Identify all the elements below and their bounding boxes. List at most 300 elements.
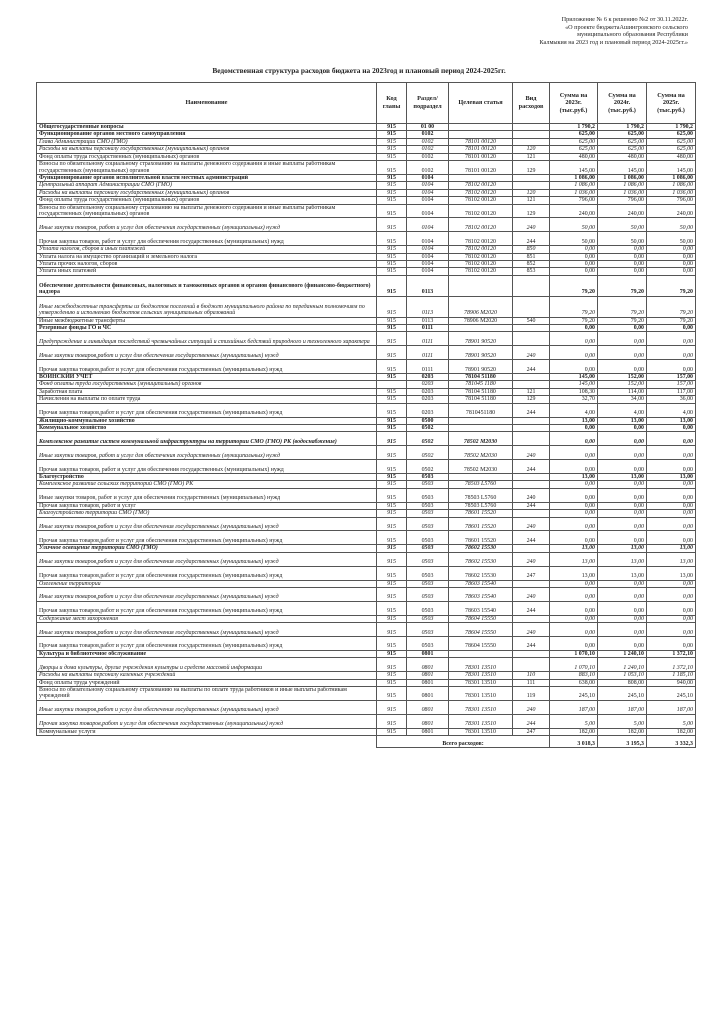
cell-2025: 0,00 [647, 587, 696, 601]
table-row [37, 728, 696, 735]
cell-name: Иные межбюджетные трансферты из бюджетов поселений в бюджет муниципального района по переданным полномочиям по утверждению и исполнению бюджетов сельских муниципальных образований [37, 296, 377, 317]
cell-code: 915 [377, 161, 407, 175]
cell-name: Расходы на выплаты персоналу государственных (муниципальных) органов [37, 189, 377, 196]
cell-name: Фонд оплаты труда государственных (муниципальных) органов [37, 381, 377, 388]
cell-2025: 0,00 [647, 531, 696, 545]
cell-section: 0801 [407, 679, 449, 686]
cell-section: 0111 [407, 324, 449, 331]
cell-section: 0503 [407, 474, 449, 481]
cell-2023: 0,00 [550, 346, 598, 360]
cell-2025: 157,00 [647, 381, 696, 388]
table-row [37, 566, 696, 580]
cell-2025: 13,00 [647, 566, 696, 580]
cell-2024: 0,00 [598, 424, 647, 431]
cell-code: 915 [377, 332, 407, 346]
table-row [37, 360, 696, 374]
cell-article: 78102 00120 [449, 204, 513, 218]
cell-section: 0503 [407, 623, 449, 637]
cell-type: 244 [513, 403, 550, 417]
cell-code [377, 381, 407, 388]
cell-article: 781045 1180 [449, 381, 513, 388]
cell-code: 915 [377, 153, 407, 160]
cell-article: 78102 00120 [449, 232, 513, 246]
cell-section: 0801 [407, 672, 449, 679]
cell-name: Взносы по обязательному социальному страхованию на выплаты денежного содержания и иные выплаты работникам государственных (муниципальных) органов [37, 161, 377, 175]
cell-2025: 50,00 [647, 218, 696, 232]
cell-article: 78602 15530 [449, 552, 513, 566]
cell-article: 78901 90520 [449, 346, 513, 360]
table-row [37, 488, 696, 502]
cell-2023: 79,20 [550, 296, 598, 317]
cell-2023: 0,00 [550, 253, 598, 260]
table-row [37, 388, 696, 395]
table-row [37, 332, 696, 346]
cell-2023: 638,00 [550, 679, 598, 686]
cell-code: 915 [377, 360, 407, 374]
cell-type: 244 [513, 714, 550, 728]
cell-type: 240 [513, 346, 550, 360]
cell-code: 915 [377, 488, 407, 502]
cell-2023: 13,00 [550, 417, 598, 424]
cell-section: 0113 [407, 296, 449, 317]
cell-section: 0503 [407, 488, 449, 502]
cell-2024: 1 240,10 [598, 658, 647, 672]
cell-2024: 13,00 [598, 552, 647, 566]
cell-2024: 182,00 [598, 728, 647, 735]
cell-section: 0203 [407, 388, 449, 395]
cell-article: 78104 51180 [449, 374, 513, 381]
cell-2023: 1 790,2 [550, 124, 598, 131]
table-row [37, 146, 696, 153]
cell-2025: 245,10 [647, 686, 696, 700]
table-row [37, 714, 696, 728]
cell-code: 915 [377, 146, 407, 153]
cell-2025: 796,00 [647, 197, 696, 204]
cell-2024: 1 790,2 [598, 124, 647, 131]
table-row [37, 131, 696, 138]
col-header-article: Целевая статья [449, 83, 513, 124]
header-line: муниципального образования Республики [577, 31, 688, 39]
cell-2024: 187,00 [598, 700, 647, 714]
cell-section: 0104 [407, 261, 449, 268]
cell-2024: 0,00 [598, 360, 647, 374]
cell-type: 119 [513, 686, 550, 700]
cell-name: Иные закупки товаров, работ и услуг для обеспечения государственных (муниципальных) нужд [37, 488, 377, 502]
cell-2023: 0,00 [550, 481, 598, 488]
cell-2025: 79,20 [647, 317, 696, 324]
cell-article: 78503 L5760 [449, 488, 513, 502]
cell-type: 240 [513, 488, 550, 502]
cell-article: 7810451180 [449, 403, 513, 417]
cell-code: 915 [377, 510, 407, 517]
cell-article: 78601 15520 [449, 517, 513, 531]
cell-2024: 13,00 [598, 474, 647, 481]
cell-article: 78101 00120 [449, 138, 513, 145]
cell-2024: 0,00 [598, 332, 647, 346]
cell-code: 915 [377, 424, 407, 431]
cell-2024: 79,20 [598, 296, 647, 317]
cell-2024: 5,00 [598, 714, 647, 728]
cell-2025: 0,00 [647, 253, 696, 260]
cell-name: Прочая закупка товаров,работ и услуг для обеспечения государственных (муниципальных) нужд [37, 531, 377, 545]
cell-article: 78301 13510 [449, 700, 513, 714]
cell-code: 915 [377, 566, 407, 580]
cell-section: 0502 [407, 460, 449, 474]
cell-name: Культура и библиотечное обслуживание [37, 650, 377, 657]
cell-code: 915 [377, 296, 407, 317]
cell-article: 78102 00120 [449, 246, 513, 253]
cell-2025: 50,00 [647, 232, 696, 246]
cell-name: Уплата прочих налогов, сборов [37, 261, 377, 268]
table-row [37, 317, 696, 324]
cell-section: 0503 [407, 636, 449, 650]
cell-article: 78301 13510 [449, 728, 513, 735]
cell-code: 915 [377, 650, 407, 657]
cell-section: 0503 [407, 601, 449, 615]
cell-name: Взносы по обязательному социальному страхованию на выплаты денежного содержания и иные выплаты работникам государственных (муниципальных) органов [37, 204, 377, 218]
table-row [37, 232, 696, 246]
cell-name: Функционирование органов местного самоуправления [37, 131, 377, 138]
cell-2024: 0,00 [598, 246, 647, 253]
cell-article: 78104 51180 [449, 388, 513, 395]
cell-2024: 0,00 [598, 432, 647, 446]
cell-2023: 50,00 [550, 232, 598, 246]
cell-type [513, 381, 550, 388]
cell-name: ВОИНСКИЙ УЧЕТ [37, 374, 377, 381]
cell-type: 240 [513, 552, 550, 566]
cell-article: 78603 15540 [449, 580, 513, 587]
cell-article [449, 474, 513, 481]
cell-type: 120 [513, 189, 550, 196]
table-row [37, 246, 696, 253]
cell-2025: 145,00 [647, 161, 696, 175]
cell-name: Содержание мест захоронения [37, 615, 377, 622]
cell-2023: 240,00 [550, 204, 598, 218]
cell-section: 0801 [407, 686, 449, 700]
cell-name: Комплексное развитие систем коммунальной инфраструктуры на территории СМО (ГМО) РК (водоснабжение) [37, 432, 377, 446]
cell-section: 0102 [407, 153, 449, 160]
cell-2024: 0,00 [598, 481, 647, 488]
cell-section: 0503 [407, 615, 449, 622]
cell-code: 915 [377, 686, 407, 700]
total-label: Всего расходов: [377, 736, 550, 748]
cell-section: 0104 [407, 246, 449, 253]
cell-2024: 114,00 [598, 388, 647, 395]
cell-name: Прочая закупка товаров, работ и услуг для обеспечения государственных (муниципальных) нужд [37, 460, 377, 474]
cell-2025: 0,00 [647, 615, 696, 622]
cell-2024: 0,00 [598, 268, 647, 275]
cell-2023: 0,00 [550, 580, 598, 587]
cell-type [513, 296, 550, 317]
cell-code: 915 [377, 658, 407, 672]
cell-2024: 0,00 [598, 587, 647, 601]
cell-code: 915 [377, 124, 407, 131]
cell-code: 915 [377, 275, 407, 296]
table-row [37, 197, 696, 204]
cell-2023: 13,00 [550, 552, 598, 566]
cell-2024: 50,00 [598, 218, 647, 232]
cell-2023: 480,00 [550, 153, 598, 160]
table-row [37, 636, 696, 650]
cell-article: 78602 15530 [449, 566, 513, 580]
cell-2024: 0,00 [598, 636, 647, 650]
cell-article [449, 650, 513, 657]
cell-section: 0801 [407, 658, 449, 672]
cell-name: Иные закупки товаров,работ и услуг для обеспечения государственных (муниципальных) нужд [37, 346, 377, 360]
cell-2025: 79,20 [647, 296, 696, 317]
cell-name: Фонд оплаты труда государственных (муниципальных) органов [37, 197, 377, 204]
cell-type [513, 650, 550, 657]
table-row [37, 615, 696, 622]
cell-section: 0104 [407, 204, 449, 218]
table-row [37, 396, 696, 403]
cell-2025: 1 372,10 [647, 658, 696, 672]
cell-2025: 625,00 [647, 146, 696, 153]
cell-article: 78301 13510 [449, 672, 513, 679]
total-2024: 3 195,3 [598, 736, 647, 748]
cell-section: 0503 [407, 502, 449, 509]
cell-section: 0503 [407, 545, 449, 552]
cell-code: 915 [377, 374, 407, 381]
cell-section: 0102 [407, 146, 449, 153]
cell-name: Прочая закупка товаров, работ и услуг для обеспечения государственных (муниципальных) нужд [37, 232, 377, 246]
table-row [37, 580, 696, 587]
cell-name: Озеленение территории [37, 580, 377, 587]
cell-2025: 0,00 [647, 246, 696, 253]
cell-2024: 0,00 [598, 460, 647, 474]
table-row [37, 510, 696, 517]
cell-article: 78901 90520 [449, 360, 513, 374]
cell-article [449, 131, 513, 138]
cell-code: 915 [377, 403, 407, 417]
cell-2025: 79,20 [647, 275, 696, 296]
cell-2023: 1 070,10 [550, 658, 598, 672]
cell-2024: 50,00 [598, 232, 647, 246]
cell-article: 78901 90520 [449, 332, 513, 346]
cell-type [513, 424, 550, 431]
table-row [37, 275, 696, 296]
cell-2023: 0,00 [550, 268, 598, 275]
cell-type [513, 174, 550, 181]
cell-section: 0104 [407, 268, 449, 275]
cell-code: 915 [377, 636, 407, 650]
cell-article [449, 324, 513, 331]
cell-2023: 0,00 [550, 446, 598, 460]
cell-type: 244 [513, 531, 550, 545]
cell-type [513, 417, 550, 424]
cell-2023: 0,00 [550, 460, 598, 474]
cell-2023: 0,00 [550, 615, 598, 622]
cell-2023: 1 086,00 [550, 182, 598, 189]
table-row [37, 346, 696, 360]
cell-2024: 0,00 [598, 580, 647, 587]
cell-code: 915 [377, 623, 407, 637]
cell-2025: 13,00 [647, 474, 696, 481]
cell-type: 851 [513, 253, 550, 260]
cell-type [513, 124, 550, 131]
cell-article: 78503 L5760 [449, 502, 513, 509]
cell-type: 244 [513, 601, 550, 615]
cell-code: 915 [377, 317, 407, 324]
cell-name: Коммунальные услуги [37, 728, 377, 735]
table-row [37, 517, 696, 531]
cell-name: Начисления на выплаты по оплате труда [37, 396, 377, 403]
header-line: Калмыкия на 2023 год и плановый период 2024-2025гг.» [539, 38, 688, 46]
table-row [37, 623, 696, 637]
cell-2024: 0,00 [598, 346, 647, 360]
cell-type: 121 [513, 388, 550, 395]
cell-type: 853 [513, 268, 550, 275]
table-row [37, 324, 696, 331]
cell-name: Иные закупки товаров, работ и услуг для обеспечения государственных (муниципальных) нужд [37, 446, 377, 460]
table-row [37, 531, 696, 545]
cell-type [513, 432, 550, 446]
cell-section: 0104 [407, 197, 449, 204]
cell-name: Иные закупки товаров,работ и услуг для обеспечения государственных (муниципальных) нужд [37, 700, 377, 714]
cell-code: 915 [377, 261, 407, 268]
col-header-name: Наименование [37, 83, 377, 124]
cell-2023: 0,00 [550, 360, 598, 374]
cell-name: Жилищно-коммунальное хозяйство [37, 417, 377, 424]
cell-section: 0502 [407, 446, 449, 460]
cell-2025: 0,00 [647, 324, 696, 331]
cell-2024: 152,00 [598, 374, 647, 381]
document-header [488, 16, 688, 46]
table-row [37, 601, 696, 615]
cell-section: 0503 [407, 517, 449, 531]
cell-name: Прочая закупка товаров,работ и услуг для обеспечения государственных (муниципальных) нужд [37, 360, 377, 374]
cell-2023: 1 070,10 [550, 650, 598, 657]
cell-2023: 0,00 [550, 488, 598, 502]
cell-name: Глава Администрации СМО (ГМО) [37, 138, 377, 145]
cell-section: 0503 [407, 587, 449, 601]
cell-code: 915 [377, 197, 407, 204]
cell-section: 0503 [407, 510, 449, 517]
cell-type: 129 [513, 204, 550, 218]
cell-code: 915 [377, 324, 407, 331]
cell-article: 78104 51180 [449, 396, 513, 403]
cell-type [513, 131, 550, 138]
cell-2025: 240,00 [647, 204, 696, 218]
cell-2024: 0,00 [598, 261, 647, 268]
table-row [37, 474, 696, 481]
cell-type: 540 [513, 317, 550, 324]
cell-name: Иные закупки товаров,работ и услуг для обеспечения государственных (муниципальных) нужд [37, 517, 377, 531]
cell-name: Уплата налога на имущество организаций и земельного налога [37, 253, 377, 260]
table-row [37, 296, 696, 317]
cell-type: 111 [513, 679, 550, 686]
cell-article: 78301 13510 [449, 679, 513, 686]
cell-article: 78301 13510 [449, 658, 513, 672]
cell-2024: 1 053,10 [598, 672, 647, 679]
cell-type: 240 [513, 446, 550, 460]
cell-2023: 187,00 [550, 700, 598, 714]
cell-type: 121 [513, 153, 550, 160]
cell-code: 915 [377, 232, 407, 246]
cell-2023: 108,30 [550, 388, 598, 395]
cell-article: 78502 М2030 [449, 432, 513, 446]
cell-2025: 0,00 [647, 601, 696, 615]
cell-type: 121 [513, 197, 550, 204]
cell-2024: 240,00 [598, 204, 647, 218]
cell-section: 0102 [407, 138, 449, 145]
cell-type: 247 [513, 566, 550, 580]
table-row [37, 672, 696, 679]
cell-2024: 796,00 [598, 197, 647, 204]
cell-2023: 0,00 [550, 587, 598, 601]
document-title: Ведомственная структура расходов бюджета на 2023год и плановый период 2024-2025гг. [212, 66, 506, 75]
cell-article: 78102 00120 [449, 189, 513, 196]
cell-type [513, 182, 550, 189]
cell-name: Прочая закупка товаров,работ и услуг для обеспечения государственных (муниципальных) нужд [37, 403, 377, 417]
cell-name: Заработная плата [37, 388, 377, 395]
cell-code: 915 [377, 138, 407, 145]
cell-name: Комплексное развитие сельских территорий СМО (ГМО) РК [37, 481, 377, 488]
cell-article: 78102 00120 [449, 182, 513, 189]
cell-type: 129 [513, 396, 550, 403]
cell-2024: 79,20 [598, 317, 647, 324]
cell-code: 915 [377, 417, 407, 424]
cell-type: 110 [513, 672, 550, 679]
cell-type [513, 275, 550, 296]
cell-2023: 0,00 [550, 623, 598, 637]
cell-2024: 152,00 [598, 381, 647, 388]
cell-2025: 36,00 [647, 396, 696, 403]
table-row [37, 204, 696, 218]
cell-code: 915 [377, 545, 407, 552]
cell-2024: 13,00 [598, 545, 647, 552]
cell-section: 0203 [407, 381, 449, 388]
cell-section: 0111 [407, 346, 449, 360]
cell-2024: 1 086,00 [598, 174, 647, 181]
cell-section: 0503 [407, 566, 449, 580]
cell-2025: 13,00 [647, 552, 696, 566]
cell-2024: 625,00 [598, 146, 647, 153]
cell-name: Иные межбюджетные трансферты [37, 317, 377, 324]
cell-2025: 0,00 [647, 623, 696, 637]
cell-type: 247 [513, 728, 550, 735]
cell-2024: 625,00 [598, 131, 647, 138]
cell-2024: 0,00 [598, 324, 647, 331]
cell-code: 915 [377, 615, 407, 622]
cell-section: 0801 [407, 728, 449, 735]
cell-2024: 0,00 [598, 446, 647, 460]
cell-2025: 117,00 [647, 388, 696, 395]
cell-2025: 0,00 [647, 580, 696, 587]
cell-type: 240 [513, 623, 550, 637]
cell-section: 0104 [407, 253, 449, 260]
cell-section: 0801 [407, 650, 449, 657]
cell-name: Благоустройство [37, 474, 377, 481]
cell-section: 0104 [407, 218, 449, 232]
cell-2025: 187,00 [647, 700, 696, 714]
cell-2025: 1 372,10 [647, 650, 696, 657]
cell-2025: 1 036,00 [647, 189, 696, 196]
cell-2023: 145,00 [550, 161, 598, 175]
cell-2024: 145,00 [598, 161, 647, 175]
cell-2025: 625,00 [647, 131, 696, 138]
cell-code: 915 [377, 502, 407, 509]
cell-section: 0111 [407, 332, 449, 346]
cell-2024: 1 036,00 [598, 189, 647, 196]
cell-article [449, 124, 513, 131]
cell-type [513, 510, 550, 517]
cell-2023: 145,00 [550, 381, 598, 388]
cell-name: Прочая закупка товаров, работ и услуг [37, 502, 377, 509]
cell-type: 240 [513, 700, 550, 714]
cell-code: 915 [377, 218, 407, 232]
col-header-type: Вид расходов [513, 83, 550, 124]
